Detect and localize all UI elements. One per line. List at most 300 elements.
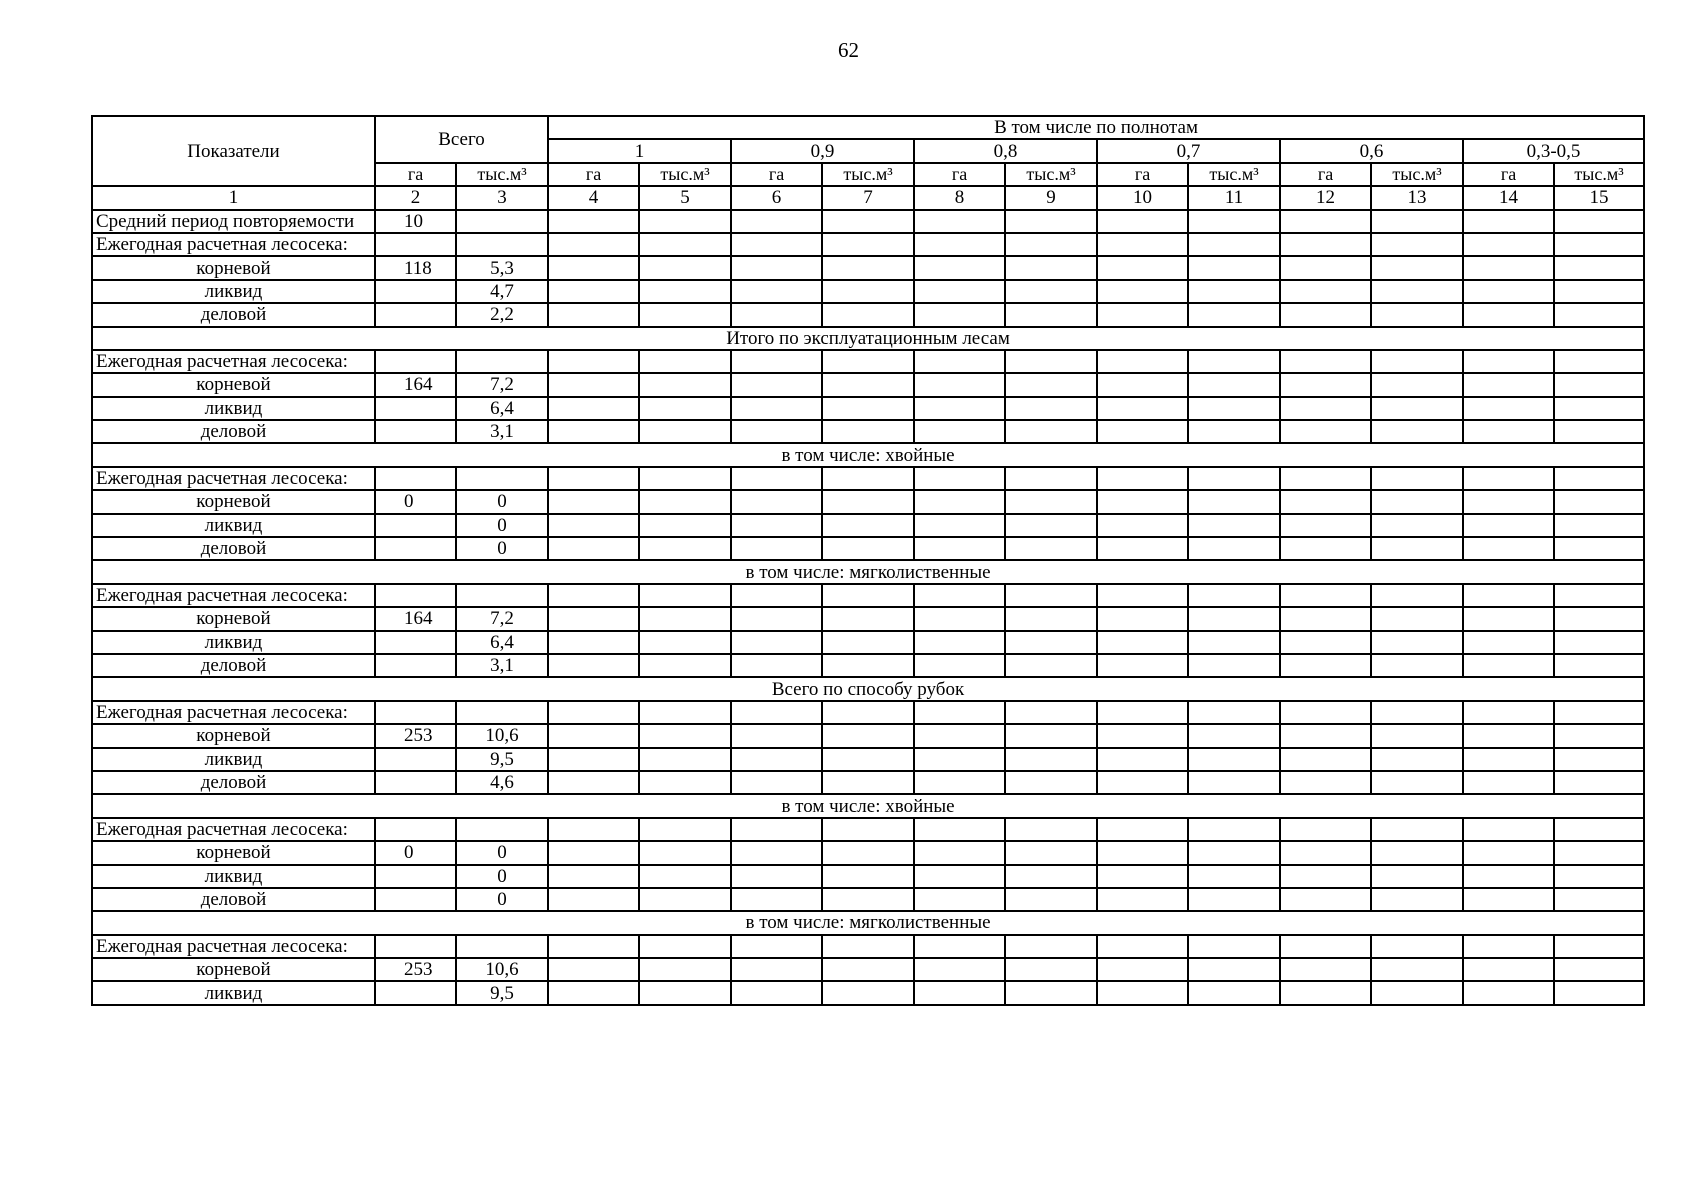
table-row <box>92 233 1644 256</box>
density-cell <box>548 631 639 654</box>
density-cell <box>731 888 822 911</box>
row-label: ликвид <box>92 981 375 1004</box>
density-cell <box>731 490 822 513</box>
density-cell <box>1188 420 1280 443</box>
total-ha-cell: 10 <box>375 210 456 233</box>
density-cell <box>639 935 731 958</box>
section-title: в том числе: хвойные <box>92 443 1644 466</box>
density-cell <box>548 865 639 888</box>
density-cell <box>1554 584 1644 607</box>
density-cell <box>1097 350 1188 373</box>
section-title: в том числе: мягколиственные <box>92 911 1644 934</box>
density-cell <box>1280 654 1371 677</box>
density-cell <box>548 888 639 911</box>
density-cell <box>1554 350 1644 373</box>
density-cell <box>1188 654 1280 677</box>
header-density: 0,9 <box>731 139 914 162</box>
column-number: 13 <box>1371 186 1463 209</box>
density-cell <box>822 724 914 747</box>
density-cell <box>639 865 731 888</box>
density-cell <box>1188 888 1280 911</box>
density-cell <box>1097 701 1188 724</box>
density-cell <box>1188 373 1280 396</box>
density-cell <box>1188 350 1280 373</box>
table-row <box>92 958 1644 981</box>
density-cell <box>1371 420 1463 443</box>
density-cell <box>1463 210 1554 233</box>
total-ha-cell <box>375 888 456 911</box>
table-row <box>92 420 1644 443</box>
density-cell <box>1554 701 1644 724</box>
density-cell <box>1005 350 1097 373</box>
density-cell <box>1097 935 1188 958</box>
density-cell <box>731 584 822 607</box>
density-cell <box>1554 467 1644 490</box>
density-cell <box>1371 958 1463 981</box>
density-cell <box>1371 584 1463 607</box>
section-row <box>92 911 1644 934</box>
column-number: 1 <box>92 186 375 209</box>
density-cell <box>1188 397 1280 420</box>
density-cell <box>914 771 1005 794</box>
density-cell <box>1371 865 1463 888</box>
section-title: Всего по способу рубок <box>92 677 1644 700</box>
density-cell <box>1371 888 1463 911</box>
density-cell <box>914 958 1005 981</box>
table-row <box>92 373 1644 396</box>
row-label: корневой <box>92 256 375 279</box>
total-volume-cell: 0 <box>456 514 548 537</box>
density-cell <box>1463 420 1554 443</box>
density-cell <box>914 210 1005 233</box>
density-cell <box>548 935 639 958</box>
total-ha-cell <box>375 350 456 373</box>
density-cell <box>1463 467 1554 490</box>
total-volume-cell <box>456 584 548 607</box>
column-number: 9 <box>1005 186 1097 209</box>
density-cell <box>731 537 822 560</box>
total-volume-cell <box>456 935 548 958</box>
total-volume-cell <box>456 210 548 233</box>
density-cell <box>548 771 639 794</box>
density-cell <box>1280 607 1371 630</box>
row-label: Средний период повторяемости <box>92 210 375 233</box>
density-cell <box>639 514 731 537</box>
density-cell <box>1463 841 1554 864</box>
density-cell <box>548 537 639 560</box>
density-cell <box>1280 818 1371 841</box>
density-cell <box>1188 490 1280 513</box>
density-cell <box>1097 584 1188 607</box>
density-cell <box>1097 537 1188 560</box>
column-number: 3 <box>456 186 548 209</box>
header-by-density: В том числе по полнотам <box>548 116 1644 139</box>
density-cell <box>1280 373 1371 396</box>
density-cell <box>1005 490 1097 513</box>
density-cell <box>1463 280 1554 303</box>
row-label: ликвид <box>92 631 375 654</box>
density-cell <box>822 584 914 607</box>
density-cell <box>1097 303 1188 326</box>
total-ha-cell <box>375 537 456 560</box>
table-row <box>92 584 1644 607</box>
density-cell <box>1463 701 1554 724</box>
density-cell <box>1554 256 1644 279</box>
total-volume-cell: 7,2 <box>456 607 548 630</box>
total-ha-cell <box>375 420 456 443</box>
density-cell <box>1554 280 1644 303</box>
density-cell <box>731 303 822 326</box>
density-cell <box>1280 467 1371 490</box>
row-label: Ежегодная расчетная лесосека: <box>92 584 375 607</box>
density-cell <box>1463 888 1554 911</box>
density-cell <box>1280 514 1371 537</box>
density-cell <box>1097 233 1188 256</box>
density-cell <box>1005 537 1097 560</box>
table-row <box>92 841 1644 864</box>
density-cell <box>1371 537 1463 560</box>
density-cell <box>731 631 822 654</box>
density-cell <box>731 514 822 537</box>
density-cell <box>1097 373 1188 396</box>
unit-volume: тыс.м³ <box>1371 163 1463 186</box>
header-density: 0,8 <box>914 139 1097 162</box>
total-ha-cell: 253 <box>375 958 456 981</box>
density-cell <box>822 420 914 443</box>
header-density: 0,7 <box>1097 139 1280 162</box>
density-cell <box>914 584 1005 607</box>
row-label: деловой <box>92 303 375 326</box>
density-cell <box>548 748 639 771</box>
density-cell <box>1097 748 1188 771</box>
column-number: 12 <box>1280 186 1371 209</box>
density-cell <box>1188 701 1280 724</box>
total-ha-cell <box>375 865 456 888</box>
density-cell <box>731 818 822 841</box>
density-cell <box>822 233 914 256</box>
density-cell <box>822 397 914 420</box>
density-cell <box>914 467 1005 490</box>
total-ha-cell <box>375 397 456 420</box>
density-cell <box>639 981 731 1004</box>
row-label: деловой <box>92 654 375 677</box>
density-cell <box>914 373 1005 396</box>
density-cell <box>822 607 914 630</box>
density-cell <box>1097 256 1188 279</box>
density-cell <box>1188 935 1280 958</box>
row-label: корневой <box>92 490 375 513</box>
density-cell <box>1280 724 1371 747</box>
density-cell <box>731 865 822 888</box>
density-cell <box>1005 771 1097 794</box>
density-cell <box>731 420 822 443</box>
total-ha-cell <box>375 631 456 654</box>
density-cell <box>1371 748 1463 771</box>
density-cell <box>1280 420 1371 443</box>
density-cell <box>1280 210 1371 233</box>
density-cell <box>1463 981 1554 1004</box>
density-cell <box>1188 233 1280 256</box>
density-cell <box>1097 981 1188 1004</box>
unit-volume: тыс.м³ <box>822 163 914 186</box>
density-cell <box>1188 724 1280 747</box>
density-cell <box>1280 771 1371 794</box>
density-cell <box>1280 888 1371 911</box>
total-ha-cell <box>375 514 456 537</box>
density-cell <box>1463 490 1554 513</box>
density-cell <box>548 701 639 724</box>
column-number: 15 <box>1554 186 1644 209</box>
total-volume-cell: 0 <box>456 490 548 513</box>
density-cell <box>1097 841 1188 864</box>
density-cell <box>1005 701 1097 724</box>
total-volume-cell <box>456 818 548 841</box>
column-number: 8 <box>914 186 1005 209</box>
row-label: ликвид <box>92 514 375 537</box>
row-label: ликвид <box>92 748 375 771</box>
density-cell <box>548 607 639 630</box>
density-cell <box>1463 256 1554 279</box>
density-cell <box>1188 280 1280 303</box>
table-row <box>92 724 1644 747</box>
density-cell <box>1280 303 1371 326</box>
section-row <box>92 794 1644 817</box>
total-ha-cell <box>375 935 456 958</box>
density-cell <box>639 888 731 911</box>
total-volume-cell: 0 <box>456 537 548 560</box>
density-cell <box>639 256 731 279</box>
total-ha-cell: 118 <box>375 256 456 279</box>
total-volume-cell <box>456 350 548 373</box>
density-cell <box>1280 350 1371 373</box>
density-cell <box>731 607 822 630</box>
density-cell <box>548 958 639 981</box>
density-cell <box>1554 771 1644 794</box>
table-row <box>92 654 1644 677</box>
density-cell <box>1005 865 1097 888</box>
density-cell <box>1554 303 1644 326</box>
density-cell <box>1371 280 1463 303</box>
density-cell <box>1554 233 1644 256</box>
density-cell <box>1463 397 1554 420</box>
density-cell <box>1554 981 1644 1004</box>
density-cell <box>1554 865 1644 888</box>
density-cell <box>1371 256 1463 279</box>
density-cell <box>1188 537 1280 560</box>
header-density: 0,6 <box>1280 139 1463 162</box>
density-cell <box>731 724 822 747</box>
row-label: Ежегодная расчетная лесосека: <box>92 818 375 841</box>
density-cell <box>822 280 914 303</box>
density-cell <box>731 701 822 724</box>
density-cell <box>1371 841 1463 864</box>
header-total: Всего <box>375 116 548 163</box>
density-cell <box>1280 701 1371 724</box>
density-cell <box>1005 631 1097 654</box>
table-row <box>92 537 1644 560</box>
felling-table <box>91 115 1645 1006</box>
density-cell <box>1463 607 1554 630</box>
total-ha-cell <box>375 233 456 256</box>
density-cell <box>1463 748 1554 771</box>
row-label: Ежегодная расчетная лесосека: <box>92 350 375 373</box>
density-cell <box>822 958 914 981</box>
density-cell <box>1554 514 1644 537</box>
density-cell <box>1371 654 1463 677</box>
density-cell <box>822 981 914 1004</box>
density-cell <box>731 981 822 1004</box>
density-cell <box>1371 607 1463 630</box>
density-cell <box>1005 233 1097 256</box>
density-cell <box>1280 865 1371 888</box>
section-title: в том числе: хвойные <box>92 794 1644 817</box>
header-indicators: Показатели <box>92 116 375 186</box>
total-volume-cell: 10,6 <box>456 958 548 981</box>
density-cell <box>822 373 914 396</box>
row-label: корневой <box>92 958 375 981</box>
section-title: Итого по эксплуатационным лесам <box>92 327 1644 350</box>
density-cell <box>1280 748 1371 771</box>
density-cell <box>639 280 731 303</box>
density-cell <box>822 537 914 560</box>
density-cell <box>1188 841 1280 864</box>
density-cell <box>822 701 914 724</box>
density-cell <box>1005 280 1097 303</box>
density-cell <box>639 350 731 373</box>
density-cell <box>1188 865 1280 888</box>
row-label: Ежегодная расчетная лесосека: <box>92 935 375 958</box>
density-cell <box>914 303 1005 326</box>
density-cell <box>731 373 822 396</box>
density-cell <box>548 397 639 420</box>
total-volume-cell <box>456 467 548 490</box>
density-cell <box>1097 490 1188 513</box>
total-ha-cell <box>375 981 456 1004</box>
density-cell <box>1280 958 1371 981</box>
density-cell <box>822 631 914 654</box>
density-cell <box>639 748 731 771</box>
density-cell <box>1188 981 1280 1004</box>
density-cell <box>914 607 1005 630</box>
density-cell <box>1097 280 1188 303</box>
density-cell <box>822 350 914 373</box>
total-ha-cell <box>375 303 456 326</box>
density-cell <box>1554 818 1644 841</box>
density-cell <box>914 631 1005 654</box>
column-number: 11 <box>1188 186 1280 209</box>
density-cell <box>822 210 914 233</box>
row-label: корневой <box>92 607 375 630</box>
density-cell <box>822 865 914 888</box>
density-cell <box>1554 607 1644 630</box>
density-cell <box>1097 888 1188 911</box>
total-volume-cell: 5,3 <box>456 256 548 279</box>
header-row-1 <box>92 116 1644 139</box>
section-row <box>92 327 1644 350</box>
density-cell <box>914 490 1005 513</box>
column-number: 14 <box>1463 186 1554 209</box>
density-cell <box>1280 233 1371 256</box>
density-cell <box>1371 981 1463 1004</box>
density-cell <box>914 537 1005 560</box>
density-cell <box>914 981 1005 1004</box>
total-ha-cell: 164 <box>375 373 456 396</box>
table-row <box>92 467 1644 490</box>
density-cell <box>1005 888 1097 911</box>
density-cell <box>1554 724 1644 747</box>
column-number: 6 <box>731 186 822 209</box>
density-cell <box>822 841 914 864</box>
unit-ha: га <box>375 163 456 186</box>
density-cell <box>1463 233 1554 256</box>
row-label: ликвид <box>92 397 375 420</box>
density-cell <box>1463 303 1554 326</box>
density-cell <box>548 490 639 513</box>
total-volume-cell: 4,6 <box>456 771 548 794</box>
density-cell <box>1371 303 1463 326</box>
density-cell <box>822 654 914 677</box>
density-cell <box>1554 397 1644 420</box>
density-cell <box>1280 981 1371 1004</box>
total-volume-cell: 0 <box>456 865 548 888</box>
density-cell <box>1005 935 1097 958</box>
density-cell <box>1554 537 1644 560</box>
density-cell <box>1005 397 1097 420</box>
density-cell <box>1005 303 1097 326</box>
density-cell <box>731 958 822 981</box>
density-cell <box>1097 818 1188 841</box>
row-label: ликвид <box>92 865 375 888</box>
density-cell <box>1097 210 1188 233</box>
density-cell <box>1371 373 1463 396</box>
density-cell <box>1188 303 1280 326</box>
table-row <box>92 981 1644 1004</box>
total-ha-cell: 0 <box>375 490 456 513</box>
density-cell <box>1371 935 1463 958</box>
row-label: деловой <box>92 420 375 443</box>
unit-volume: тыс.м³ <box>456 163 548 186</box>
table-row <box>92 280 1644 303</box>
table-body <box>92 210 1644 1005</box>
density-cell <box>639 303 731 326</box>
density-cell <box>1371 701 1463 724</box>
density-cell <box>1554 935 1644 958</box>
table-row <box>92 397 1644 420</box>
table-row <box>92 210 1644 233</box>
density-cell <box>1005 607 1097 630</box>
density-cell <box>1280 280 1371 303</box>
table-row <box>92 350 1644 373</box>
density-cell <box>639 724 731 747</box>
total-volume-cell: 9,5 <box>456 981 548 1004</box>
density-cell <box>1280 584 1371 607</box>
density-cell <box>1463 514 1554 537</box>
density-cell <box>548 280 639 303</box>
density-cell <box>1005 958 1097 981</box>
density-cell <box>914 724 1005 747</box>
density-cell <box>1097 420 1188 443</box>
total-volume-cell: 3,1 <box>456 654 548 677</box>
density-cell <box>914 888 1005 911</box>
density-cell <box>1005 584 1097 607</box>
density-cell <box>1188 584 1280 607</box>
density-cell <box>639 631 731 654</box>
density-cell <box>548 981 639 1004</box>
density-cell <box>1097 397 1188 420</box>
density-cell <box>548 210 639 233</box>
table-row <box>92 888 1644 911</box>
density-cell <box>1463 771 1554 794</box>
